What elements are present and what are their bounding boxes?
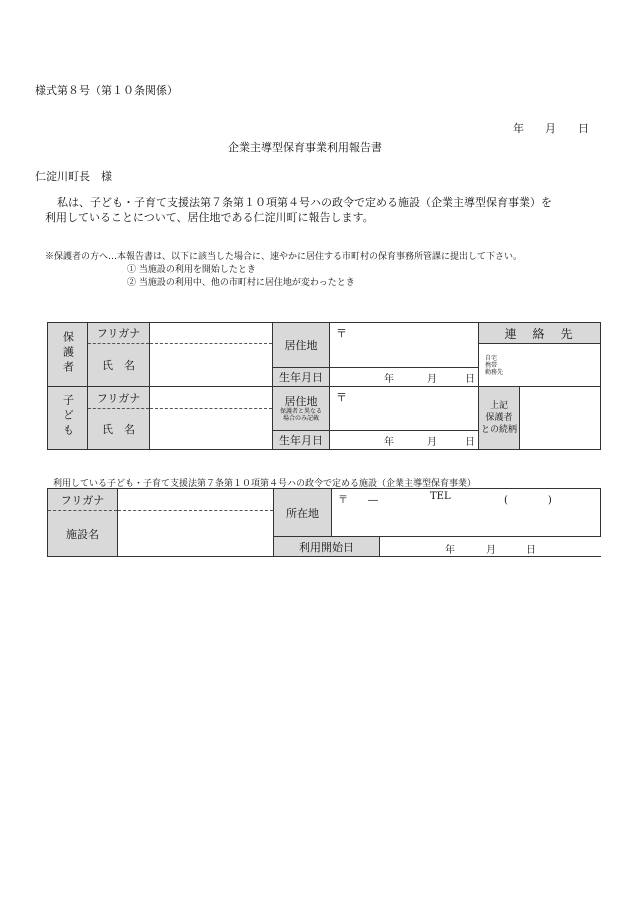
- guardian-birthdate-field[interactable]: [330, 368, 479, 387]
- guardian-birth-month: 月: [427, 374, 437, 385]
- facility-postal: 〒 ―: [338, 495, 378, 506]
- relation-field[interactable]: [520, 387, 601, 450]
- child-residence-label: 居住地: [284, 394, 318, 408]
- facility-furigana-field[interactable]: [118, 489, 274, 511]
- child-name-label: 氏 名: [88, 409, 150, 450]
- contact-type-home: 自宅: [485, 354, 498, 362]
- facility-tel-label: TEL: [430, 491, 451, 502]
- contact-type-mobile: 携帯: [485, 361, 498, 369]
- guardian-name-label: 氏 名: [88, 344, 150, 387]
- page-title: 企業主導型保育事業利用報告書: [228, 141, 382, 154]
- facility-name-label: 施設名: [48, 511, 118, 557]
- notes-item-2: ② 当施設の利用中、他の市町村に居住地が変わったとき: [127, 278, 355, 288]
- relation-label-2: 保護者: [485, 413, 513, 423]
- child-residence-note-2: 場合のみ記載: [282, 414, 319, 422]
- relation-label-3: との続柄: [480, 425, 517, 435]
- child-furigana-field[interactable]: [150, 387, 273, 409]
- guardian-birth-day: 日: [465, 374, 475, 385]
- facility-table: [47, 488, 601, 557]
- guardian-residence-label: 居住地: [273, 323, 330, 368]
- guardian-furigana-field[interactable]: [150, 323, 273, 344]
- child-birth-month: 月: [427, 437, 437, 448]
- form-number: 様式第８号（第１０条関係）: [35, 84, 178, 97]
- date-month-label: 月: [545, 122, 556, 135]
- child-label-cell: [48, 387, 88, 450]
- relation-label-cell: [479, 387, 520, 450]
- child-birthdate-field[interactable]: [330, 431, 479, 450]
- child-name-field[interactable]: [150, 409, 273, 450]
- guardian-furigana-label: フリガナ: [88, 323, 150, 344]
- start-date-label: 利用開始日: [274, 537, 380, 557]
- facility-furigana-label: フリガナ: [48, 489, 118, 511]
- date-year-label: 年: [513, 122, 524, 135]
- child-furigana-label: フリガナ: [88, 387, 150, 409]
- guardian-birthdate-label: 生年月日: [273, 368, 330, 387]
- child-residence-label-cell: [273, 387, 330, 431]
- contact-type-work: 勤務先: [485, 368, 504, 376]
- guardian-label-cell: [48, 323, 88, 387]
- date-day-label: 日: [578, 122, 589, 135]
- guardian-name-field[interactable]: [150, 344, 273, 387]
- contact-header: 連 絡 先: [479, 323, 601, 344]
- start-date-day: 日: [526, 545, 536, 556]
- applicant-table: [47, 322, 601, 450]
- contact-field[interactable]: [479, 344, 601, 387]
- start-date-month: 月: [486, 545, 496, 556]
- body-paragraph-line1: 私は、子ども・子育て支援法第７条第１０項第４号ハの政令で定める施設（企業主導型保育事業）を: [57, 196, 552, 209]
- body-paragraph-line2: 利用していることについて、居住地である仁淀川町に報告します。: [45, 211, 374, 224]
- facility-table-caption: 利用している子ども・子育て支援法第７条第１０項第４号ハの政令で定める施設（企業主導型保育事業）: [53, 479, 477, 489]
- guardian-label: 保護者: [61, 330, 75, 376]
- child-residence-note-1: 保護者と異なる: [279, 407, 322, 415]
- child-birth-year: 年: [384, 437, 394, 448]
- guardian-residence-field[interactable]: [330, 323, 479, 368]
- facility-location-label: 所在地: [274, 489, 332, 537]
- child-birth-day: 日: [465, 437, 475, 448]
- facility-name-field[interactable]: [118, 511, 274, 557]
- facility-tel-parens: ( ): [504, 495, 552, 506]
- guardian-postal-mark: 〒: [336, 327, 347, 340]
- addressee: 仁淀川町長 様: [35, 170, 112, 183]
- notes-intro: ※保護者の方へ…本報告書は、以下に該当した場合に、速やかに居住する市町村の保育事務所管課に提出して下さい。: [45, 252, 523, 262]
- guardian-birth-year: 年: [384, 374, 394, 385]
- child-label: 子ども: [61, 394, 75, 439]
- child-birthdate-label: 生年月日: [273, 431, 330, 450]
- start-date-year: 年: [445, 545, 455, 556]
- facility-location-field[interactable]: [332, 489, 601, 537]
- child-postal-mark: 〒: [336, 391, 347, 404]
- child-residence-field[interactable]: [330, 387, 479, 431]
- notes-item-1: ① 当施設の利用を開始したとき: [127, 265, 256, 275]
- relation-label-1: 上記: [489, 401, 508, 411]
